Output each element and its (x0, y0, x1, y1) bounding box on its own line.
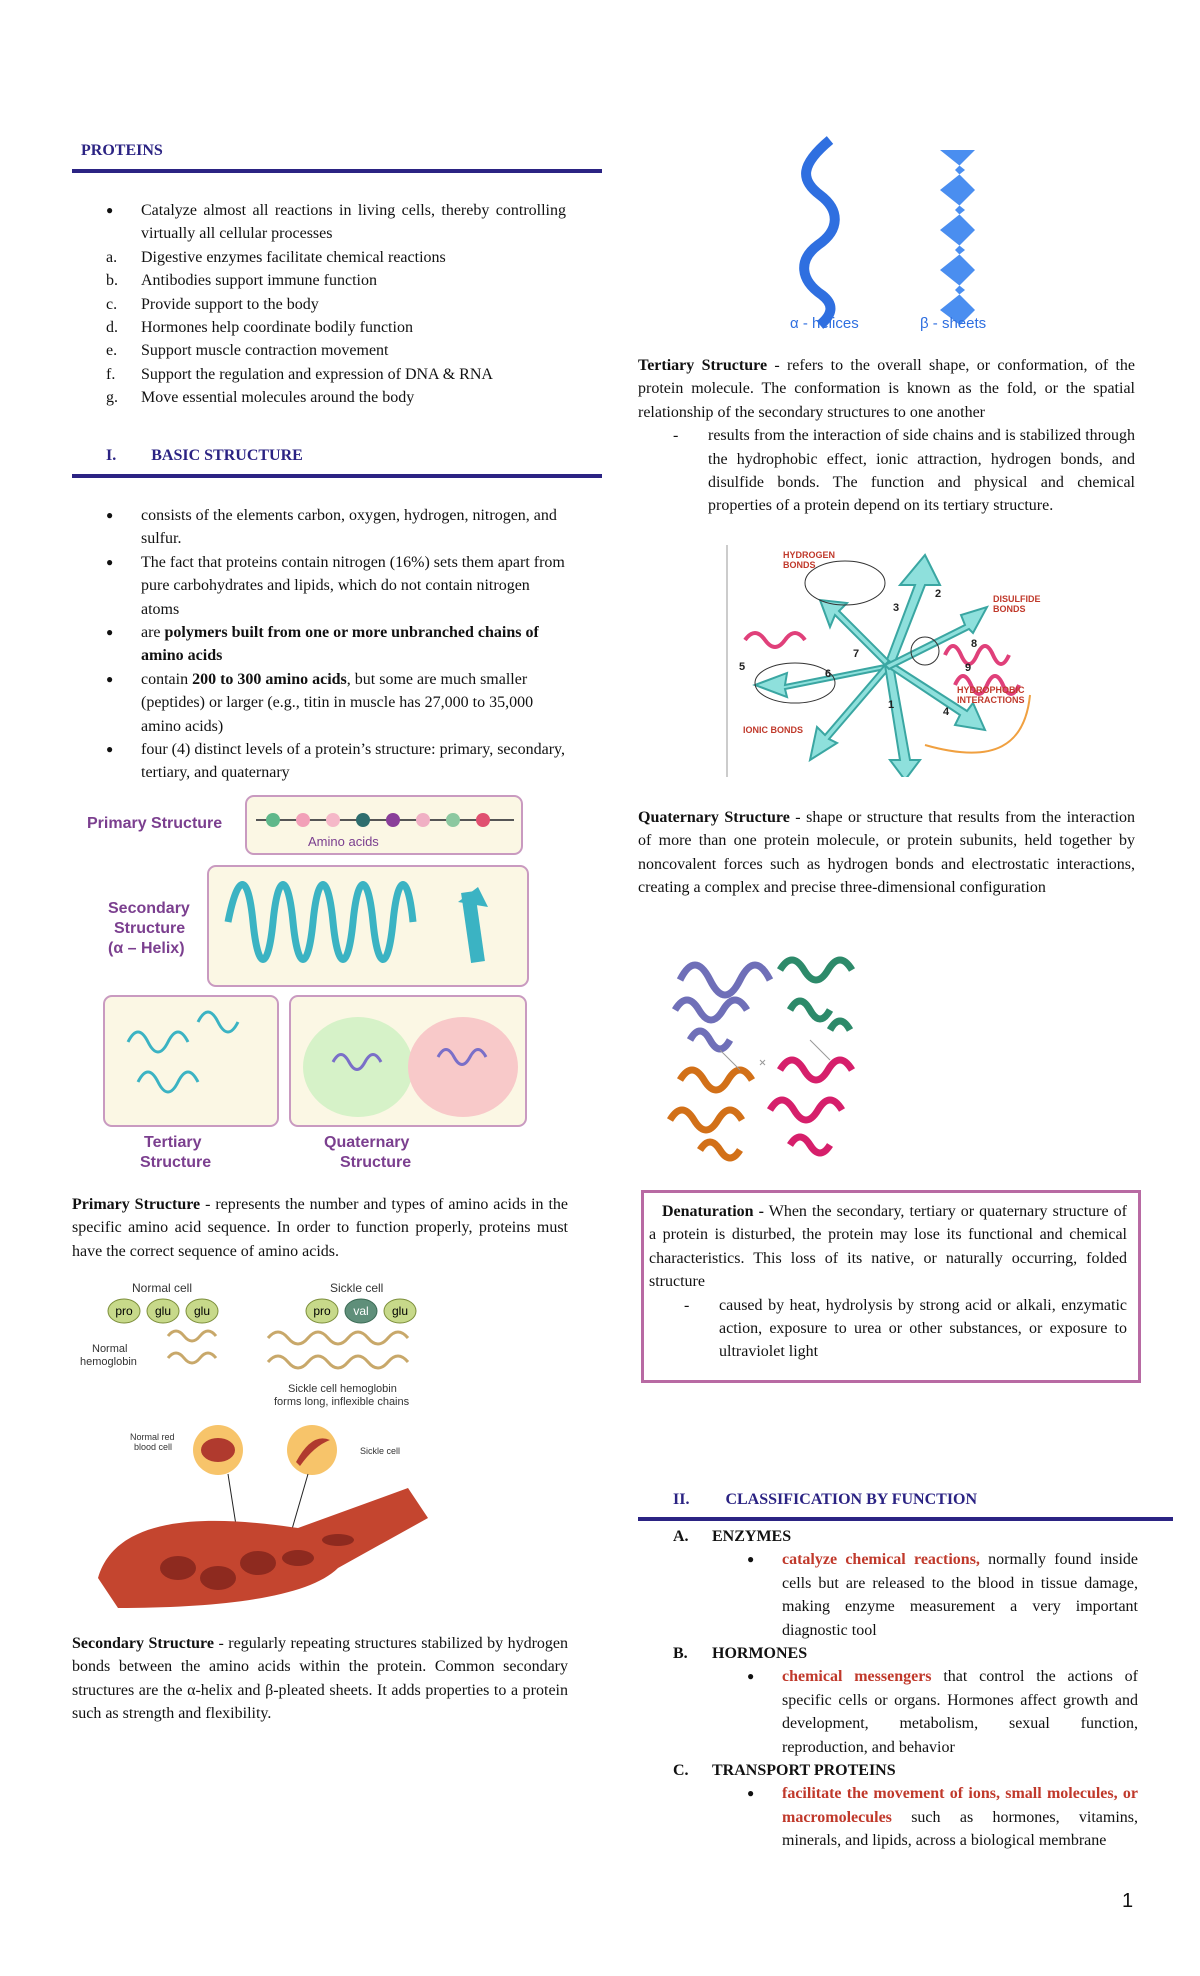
protein-levels-figure (78, 792, 558, 1170)
svg-text:Quaternary: Quaternary (324, 1134, 410, 1151)
alpha-helix-icon (804, 140, 835, 325)
list-item: g. Move essential molecules around the body (106, 389, 415, 407)
svg-text:IONIC BONDS: IONIC BONDS (743, 725, 804, 735)
svg-text:7: 7 (853, 648, 860, 660)
list-item: ● consists of the elements carbon, oxygen, hydrogen, nitrogen, and sulfur. (106, 504, 566, 551)
section-heading-classification: II. CLASSIFICATION BY FUNCTION (673, 1491, 978, 1508)
svg-text:pro: pro (313, 1304, 331, 1318)
classification-list (673, 1525, 1138, 1853)
primary-structure-text: Primary Structure - represents the number and types of amino acids in the specific amino acid sequence. In order to function properly, proteins must have the correct sequence of amino acids. (72, 1196, 569, 1260)
basic-list (106, 504, 566, 785)
page-number: 1 (1122, 1890, 1134, 1912)
section-rule (72, 474, 602, 478)
svg-text:4: 4 (943, 706, 950, 718)
list-item: ● four (4) distinct levels of a protein’s structure: primary, secondary, tertiary, and quaternary (106, 738, 566, 785)
svg-text:DISULFIDE: DISULFIDE (993, 594, 1041, 604)
page-title: PROTEINS (81, 142, 163, 159)
svg-text:Structure: Structure (340, 1154, 412, 1170)
svg-text:Amino acids: Amino acids (308, 834, 379, 849)
title-rule (72, 169, 602, 173)
svg-text:1: 1 (888, 699, 895, 711)
list-item: ● are polymers built from one or more unbranched chains of amino acids (106, 621, 566, 668)
svg-text:6: 6 (825, 668, 832, 680)
tertiary-structure-text: Tertiary Structure - refers to the overall shape, or conformation, of the protein molecule. The conformation is known as the fold, or the spatial relationship of the secondary structures to one another - results from the interaction of side chains and is stabilized through the hydrophobic effect, ionic attraction, hydrogen bonds, and disulfide bonds. The function and physical and chemical properties of a protein depend on its tertiary structure. (638, 354, 1135, 518)
list-item: a. Digestive enzymes facilitate chemical reactions (106, 248, 446, 266)
svg-text:5: 5 (739, 661, 746, 673)
svg-text:BONDS: BONDS (783, 560, 816, 570)
list-item: b. Antibodies support immune function (106, 272, 377, 290)
intro-block (106, 199, 566, 410)
tertiary-bonds-figure (725, 545, 1050, 777)
svg-text:Tertiary: Tertiary (144, 1134, 202, 1151)
list-item: e. Support muscle contraction movement (106, 342, 389, 360)
svg-text:Structure: Structure (114, 920, 186, 937)
svg-text:blood cell: blood cell (134, 1442, 173, 1452)
svg-text:HYDROGEN: HYDROGEN (783, 550, 836, 560)
svg-text:Structure: Structure (140, 1154, 212, 1170)
svg-text:Primary Structure: Primary Structure (87, 815, 223, 832)
svg-text:8: 8 (971, 638, 978, 650)
class-item-transport: C. TRANSPORT PROTEINS ● facilitate the movement of ions, small molecules, or macromolecules such as hormones, vitamins, minerals, and lipids, across a biological membrane (673, 1762, 1138, 1850)
list-item: f. Support the regulation and expression of DNA & RNA (106, 365, 493, 383)
hemoglobin-figure (660, 940, 890, 1172)
class-item-hormones: B. HORMONES ● chemical messengers that control the actions of specific cells or organs. Hormones affect growth and development, metabolism, sexual function, reproduction, and behavior (673, 1645, 1138, 1756)
sickle-cell-figure (78, 1278, 458, 1618)
svg-text:Sickle cell: Sickle cell (330, 1281, 384, 1295)
svg-text:HYDROPHOBIC: HYDROPHOBIC (957, 685, 1025, 695)
intro-list (106, 246, 566, 410)
svg-text:2: 2 (935, 588, 942, 600)
svg-text:3: 3 (893, 602, 900, 614)
intro-bullet: ● Catalyze almost all reactions in living cells, thereby controlling virtually all cellular processes (106, 199, 566, 246)
denaturation-text: Denaturation - When the secondary, tertiary or quaternary structure of a protein is disturbed, the protein may lose its functional and chemical characteristics. This loss of its native, or naturally occurring, folded structure - caused by heat, hydrolysis by strong acid or alkali, enzymatic action, exposure to urea or other substances, or exposure to ultraviolet light (649, 1200, 1127, 1364)
svg-text:glu: glu (391, 1304, 409, 1318)
svg-text:(α – Helix): (α – Helix) (108, 940, 185, 957)
list-item: ● contain 200 to 300 amino acids, but some are much smaller (peptides) or larger (e.g., titin in muscle has 27,000 to 35,000 amino acids) (106, 668, 566, 738)
svg-text:Sickle cell hemoglobin: Sickle cell hemoglobin (288, 1383, 397, 1395)
svg-text:glu: glu (193, 1304, 211, 1318)
tertiary-dash-item: - results from the interaction of side chains and is stabilized through the hydrophobic effect, ionic attraction, hydrogen bonds, and disulfide bonds. The function and physical and chemical properties of a protein depend on its tertiary structure. (673, 427, 1135, 515)
denaturation-dash-item: - caused by heat, hydrolysis by strong acid or alkali, enzymatic action, exposure to urea or other substances, or exposure to ultraviolet light (684, 1296, 1127, 1361)
svg-text:Normal cell: Normal cell (132, 1281, 193, 1295)
svg-text:Normal: Normal (92, 1343, 128, 1355)
svg-text:β - sheets: β - sheets (920, 315, 987, 332)
section-rule (638, 1517, 1173, 1521)
svg-text:Normal red: Normal red (130, 1432, 175, 1442)
class-item-enzymes: A. ENZYMES ● catalyze chemical reactions, normally found inside cells but are released to the blood in tissue damage, making enzyme measurement a very important diagnostic tool (673, 1528, 1138, 1639)
svg-text:glu: glu (154, 1304, 172, 1318)
svg-text:forms long, inflexible chains: forms long, inflexible chains (274, 1396, 410, 1408)
section-heading-basic: I. BASIC STRUCTURE (106, 447, 303, 464)
svg-text:9: 9 (965, 662, 972, 674)
svg-text:val: val (353, 1304, 369, 1318)
svg-text:pro: pro (115, 1304, 133, 1318)
beta-sheet-icon (940, 150, 975, 325)
svg-text:BONDS: BONDS (993, 604, 1026, 614)
list-item: ● The fact that proteins contain nitrogen (16%) sets them apart from pure carbohydrates and lipids, which do not contain nitrogen atoms (106, 551, 566, 621)
helix-sheet-figure (760, 135, 1030, 335)
svg-text:Secondary: Secondary (108, 900, 190, 917)
svg-text:Sickle cell: Sickle cell (360, 1446, 401, 1456)
svg-text:INTERACTIONS: INTERACTIONS (957, 695, 1025, 705)
list-item: d. Hormones help coordinate bodily function (106, 319, 413, 337)
svg-text:α - helices: α - helices (790, 315, 859, 332)
list-item: c. Provide support to the body (106, 295, 319, 313)
svg-text:hemoglobin: hemoglobin (80, 1356, 137, 1368)
secondary-structure-text: Secondary Structure - regularly repeating structures stabilized by hydrogen bonds between the amino acids within the protein. Common secondary structures are the α-helix and β-pleated sheets. It adds properties to a protein such as strength and flexibility. (72, 1635, 569, 1723)
quaternary-structure-text: Quaternary Structure - shape or structure that results from the interaction of more than one protein molecule, or protein subunits, held together by noncovalent forces such as hydrogen bonds and electrostatic interactions, creating a complex and precise three-dimensional configuration (638, 809, 1136, 897)
